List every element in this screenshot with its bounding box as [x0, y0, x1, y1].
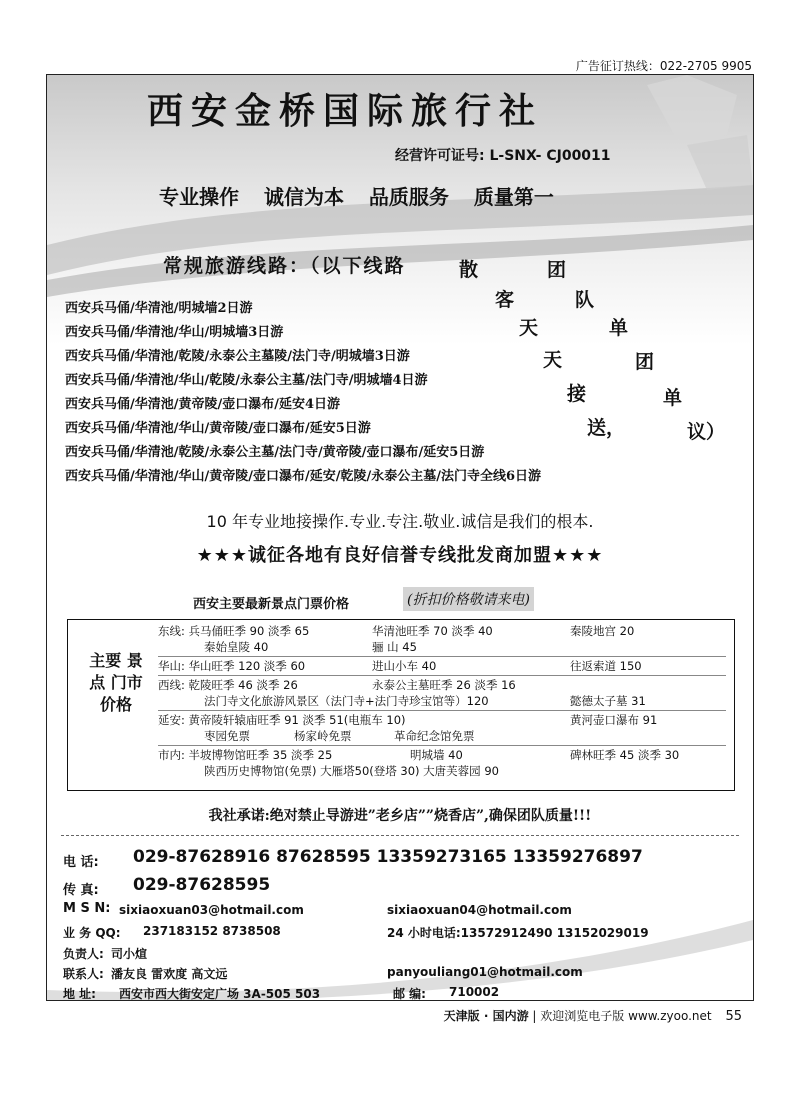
price-groups — [158, 622, 726, 780]
price-cell: 往返索道 150 — [570, 659, 642, 673]
price-group-yanan — [158, 711, 726, 746]
diag-col2-3: 团 — [635, 351, 655, 373]
price-cell: 杨家岭免票 — [294, 729, 352, 743]
routes-title: 常规旅游线路：（以下线路 — [163, 255, 406, 277]
advertisement-frame — [46, 74, 754, 1001]
person-in-charge: 司小煊 — [111, 947, 148, 961]
msn-label: M S N: — [63, 901, 111, 916]
msn-email-2: sixiaoxuan04@hotmail.com — [387, 903, 572, 917]
recruit-banner: ★★★诚征各地有良好信誉专线批发商加盟★★★ — [196, 545, 604, 566]
route-list — [65, 297, 541, 489]
phone-label: 电 话: — [63, 855, 99, 870]
table-row — [158, 658, 726, 674]
table-row — [158, 763, 726, 779]
route-item: 西安兵马俑/华清池/华山/明城墙3日游 — [65, 325, 284, 340]
footer-browse: 欢迎浏览电子版 www.zyoo.net — [540, 1009, 712, 1023]
route-item: 西安兵马俑/华清池/明城墙2日游 — [65, 301, 253, 316]
price-cell: 永泰公主墓旺季 26 淡季 16 — [372, 678, 516, 692]
diag-col2-2: 单 — [609, 317, 629, 339]
diag-col1-1: 客 — [495, 289, 515, 311]
page-number: 55 — [725, 1009, 742, 1024]
route-item: 西安兵马俑/华清池/乾陵/永泰公主墓陵/法门寺/明城墙3日游 — [65, 349, 410, 364]
route-item: 西安兵马俑/华清池/黄帝陵/壶口瀑布/延安4日游 — [65, 397, 341, 412]
footer-separator: | — [532, 1009, 541, 1023]
price-cell: 华山: 华山旺季 120 淡季 60 — [158, 659, 306, 673]
table-row — [158, 747, 726, 763]
price-cell: 懿德太子墓 31 — [570, 694, 646, 708]
price-group-east — [158, 622, 726, 657]
price-table-label: 主要 景点 门市 价格 — [89, 651, 143, 714]
tickets-note: (折扣价格敬请来电) — [403, 587, 534, 611]
footer-edition: 天津版 · 国内游 — [443, 1009, 529, 1023]
diag-col1-4: 接 — [567, 383, 587, 405]
price-cell: 秦陵地宫 20 — [570, 624, 635, 638]
diag-col1-5: 送， — [587, 417, 626, 439]
diag-col2-5: 议） — [687, 421, 726, 443]
price-cell: 黄河壶口瀑布 91 — [570, 713, 658, 727]
price-group-west — [158, 676, 726, 711]
phone-numbers: 029-87628916 87628595 13359273165 13359276897 — [133, 847, 643, 867]
license-number: 经营许可证号: L-SNX- CJ00011 — [395, 148, 611, 164]
diag-col1-3: 天 — [543, 349, 563, 371]
price-group-huashan — [158, 657, 726, 676]
price-cell: 延安: 黄帝陵轩辕庙旺季 91 淡季 51(电瓶车 10) — [158, 713, 406, 727]
price-cell: 陕西历史博物馆(免票) 大雁塔50(登塔 30) 大唐芙蓉园 90 — [204, 764, 499, 778]
table-row — [158, 712, 726, 728]
table-row — [158, 693, 726, 709]
table-row — [158, 639, 726, 655]
route-item: 西安兵马俑/华清池/华山/黄帝陵/壶口瀑布/延安5日游 — [65, 421, 371, 436]
price-cell: 秦始皇陵 40 — [204, 640, 269, 654]
diag-col2-4: 单 — [663, 387, 683, 409]
fax-label: 传 真: — [63, 883, 99, 898]
table-row — [158, 728, 726, 744]
route-item: 西安兵马俑/华清池/华山/黄帝陵/壶口瀑布/延安/乾陵/永泰公主墓/法门寺全线6日游 — [65, 469, 542, 484]
price-cell: 西线: 乾陵旺季 46 淡季 26 — [158, 678, 298, 692]
zip-code: 710002 — [449, 985, 500, 999]
price-cell: 碑林旺季 45 淡季 30 — [570, 748, 680, 762]
address-label: 地 址: — [63, 987, 96, 1001]
slogan: 专业操作 诚信为本 品质服务 质量第一 — [159, 185, 554, 209]
liaison-names: 潘友良 雷欢度 高文远 — [111, 967, 228, 981]
price-cell: 东线: 兵马俑旺季 90 淡季 65 — [158, 624, 310, 638]
diag-col1-0: 散 — [459, 259, 479, 281]
price-cell: 进山小车 40 — [372, 659, 437, 673]
section-divider — [61, 835, 739, 836]
price-cell: 革命纪念馆免票 — [394, 729, 475, 743]
price-cell: 华清池旺季 70 淡季 40 — [372, 624, 493, 638]
route-item: 西安兵马俑/华清池/华山/乾陵/永泰公主墓/法门寺/明城墙4日游 — [65, 373, 428, 388]
msn-email-1: sixiaoxuan03@hotmail.com — [119, 903, 304, 917]
address: 西安市西大街安定广场 3A-505 503 — [119, 987, 321, 1001]
price-cell: 明城墙 40 — [410, 748, 463, 762]
price-cell: 枣园免票 — [204, 729, 250, 743]
business-qq-label: 业 务 QQ: — [63, 926, 121, 940]
liaison-label: 联系人: — [63, 967, 104, 981]
company-statement: 10 年专业地接操作.专业.专注.敬业.诚信是我们的根本. — [206, 512, 594, 531]
diag-col2-1: 队 — [575, 289, 595, 311]
price-cell: 法门寺文化旅游风景区（法门寺+法门寺珍宝馆等）120 — [204, 694, 489, 708]
price-cell: 市内: 半坡博物馆旺季 35 淡季 25 — [158, 748, 333, 762]
table-row — [158, 623, 726, 639]
fax-number: 029-87628595 — [133, 875, 271, 895]
business-qq-values: 237183152 8738508 — [143, 924, 281, 938]
person-in-charge-label: 负责人: — [63, 947, 104, 961]
price-group-city — [158, 746, 726, 780]
tickets-title: 西安主要最新景点门票价格 — [193, 597, 350, 612]
diag-col2-0: 团 — [547, 259, 567, 281]
page-footer — [444, 1007, 742, 1024]
agency-name: 西安金桥国际旅行社 — [147, 90, 544, 132]
diag-col1-2: 天 — [519, 317, 539, 339]
quality-promise: 我社承诺:绝对禁止导游进”老乡店””烧香店”,确保团队质量!!! — [208, 808, 592, 824]
liaison-email: panyouliang01@hotmail.com — [387, 965, 583, 979]
hotline-24h: 24 小时电话:13572912490 13152029019 — [387, 926, 649, 940]
zip-label: 邮 编: — [393, 987, 426, 1001]
route-item: 西安兵马俑/华清池/乾陵/永泰公主墓/法门寺/黄帝陵/壶口瀑布/延安5日游 — [65, 445, 485, 460]
table-row — [158, 677, 726, 693]
ticket-price-table — [67, 619, 735, 791]
price-cell: 骊 山 45 — [372, 640, 417, 654]
ad-hotline: 广告征订热线：022-2705 9905 — [575, 59, 752, 73]
